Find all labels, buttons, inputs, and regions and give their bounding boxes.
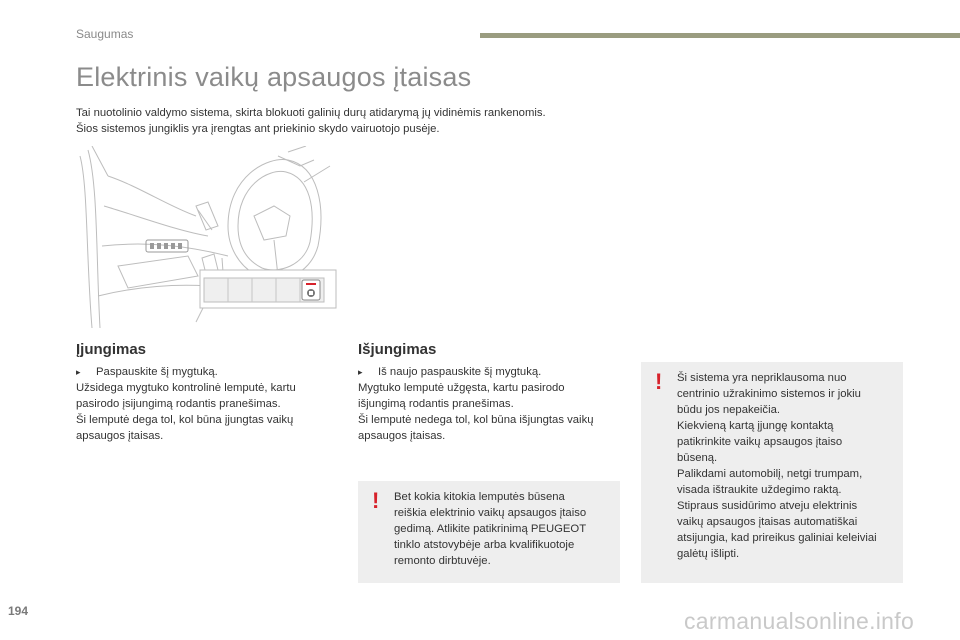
intro-line: Tai nuotolinio valdymo sistema, skirta blokuoti galinių durų atidarymą jų vidinėmis rankenomis.: [76, 107, 546, 119]
disable-bullet-text: Iš naujo paspauskite šį mygtuką.: [378, 366, 542, 378]
child-lock-button-icon: [307, 289, 315, 297]
section-label: Saugumas: [76, 27, 134, 41]
note-line: galėtų išlipti.: [677, 548, 740, 560]
page-number: 194: [8, 604, 29, 618]
note-line: atsijungia, kad prireikus galiniai keleiviai: [677, 532, 877, 544]
exclamation-warning-icon: !: [372, 488, 380, 513]
dashboard-illustration: [78, 146, 338, 328]
disable-line: apsaugos įtaisas.: [358, 430, 446, 442]
note-line: būdu jos nepakeičia.: [677, 404, 781, 416]
note-line: tinklo atstovybėje arba kvalifikuotoje: [394, 539, 575, 551]
disable-line: Ši lemputė nedega tol, kol būna išjungtas vaikų: [358, 414, 594, 426]
intro-line: Šios sistemos jungiklis yra įrengtas ant priekinio skydo vairuotojo pusėje.: [76, 123, 440, 135]
header-rule: [480, 33, 960, 38]
disable-line: išjungimą rodantis pranešimas.: [358, 398, 514, 410]
warning-note-malfunction: [358, 481, 620, 583]
note-line: centrinio užrakinimo sistemos ir jokiu: [677, 388, 861, 400]
enable-line: pasirodo įsijungimą rodantis pranešimas.: [76, 398, 281, 410]
enable-body: [76, 364, 346, 444]
enable-line: Ši lemputė dega tol, kol būna įjungtas vaikų: [76, 414, 294, 426]
note-line: patikrinkite vaikų apsaugos įtaiso: [677, 436, 843, 448]
note-line: Bet kokia kitokia lemputės būsena: [394, 491, 565, 503]
disable-line: Mygtuko lemputė užgęsta, kartu pasirodo: [358, 382, 565, 394]
note-line: reiškia elektrinio vaikų apsaugos įtaiso: [394, 507, 587, 519]
watermark: carmanualsonline.info: [684, 608, 915, 634]
note-line: Stipraus susidūrimo atveju elektrinis: [677, 500, 858, 512]
note-line: vaikų apsaugos įtaisas automatiškai: [677, 516, 858, 528]
enable-heading: Įjungimas: [76, 341, 147, 358]
enable-line: Užsidega mygtuko kontrolinė lemputė, kartu: [76, 382, 296, 394]
triangle-bullet-icon: ▸: [358, 367, 363, 377]
note-line: būseną.: [677, 452, 718, 464]
disable-body: [358, 364, 628, 444]
note-line: Palikdami automobilį, netgi trumpam,: [677, 468, 863, 480]
disable-heading: Išjungimas: [358, 341, 437, 358]
triangle-bullet-icon: ▸: [76, 367, 81, 377]
note-line: Kiekvieną kartą įjungę kontaktą: [677, 420, 834, 432]
warning-note-independence: [641, 362, 903, 583]
intro-text: [76, 105, 636, 137]
note-line: gedimą. Atlikite patikrinimą PEUGEOT: [394, 523, 587, 535]
disable-bullet: [358, 364, 628, 380]
exclamation-warning-icon: !: [655, 369, 663, 394]
page-title: Elektrinis vaikų apsaugos įtaisas: [76, 62, 472, 92]
note-line: visada ištraukite uždegimo raktą.: [677, 484, 842, 496]
note-line: Ši sistema yra nepriklausoma nuo: [677, 372, 847, 384]
enable-line: apsaugos įtaisas.: [76, 430, 164, 442]
enable-bullet-text: Paspauskite šį mygtuką.: [96, 366, 218, 378]
note-line: remonto dirbtuvėje.: [394, 555, 491, 567]
enable-bullet: [76, 364, 346, 380]
